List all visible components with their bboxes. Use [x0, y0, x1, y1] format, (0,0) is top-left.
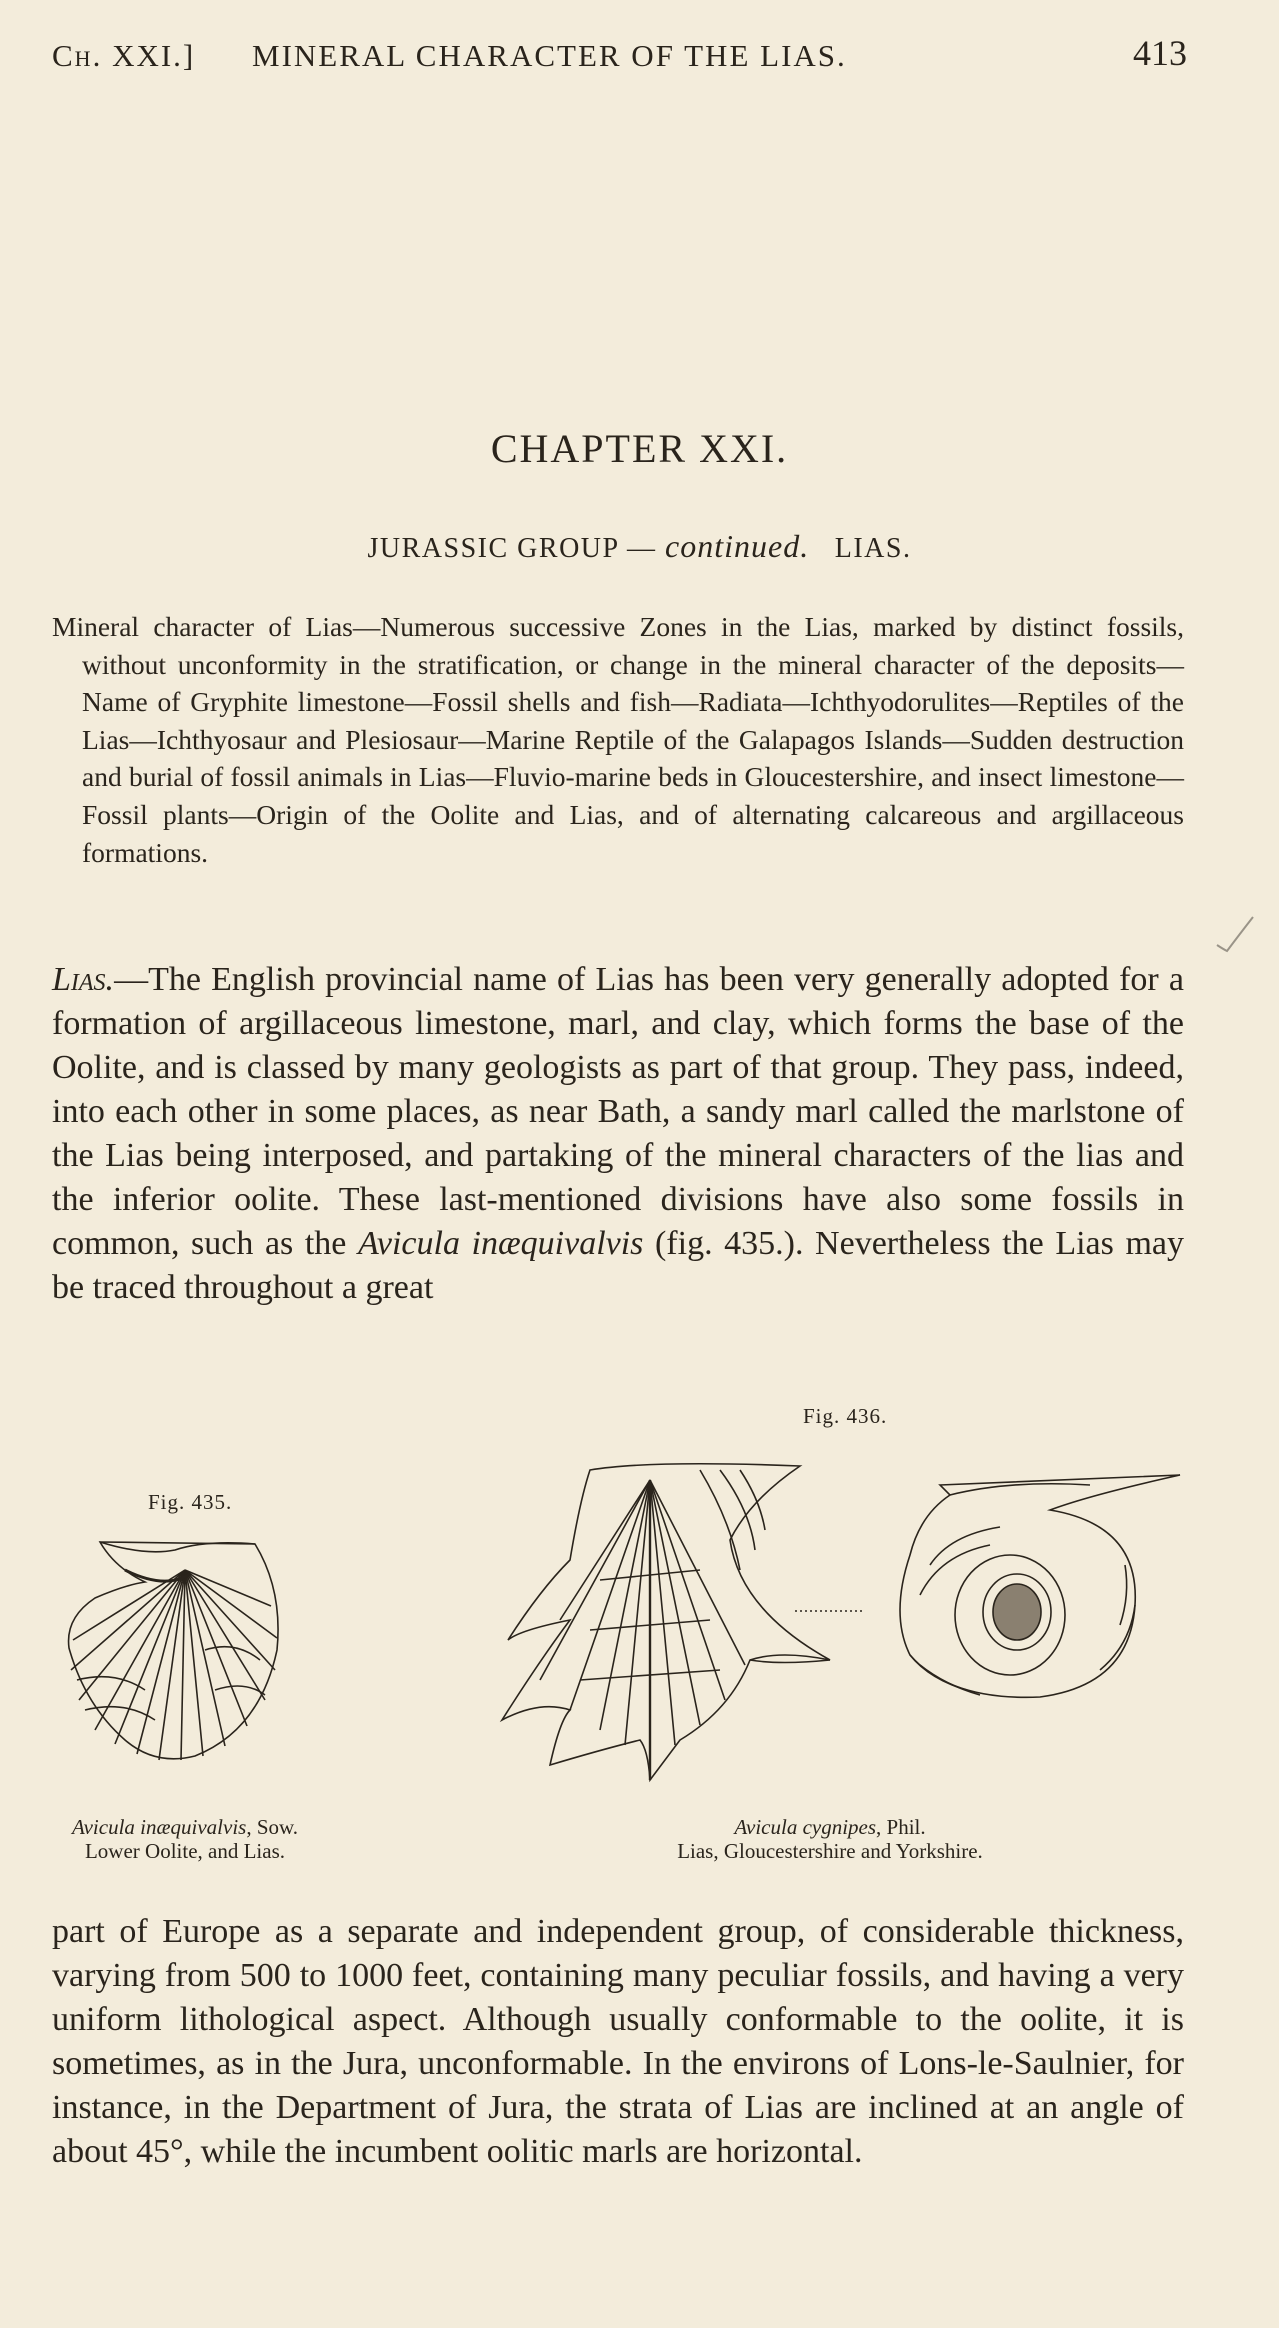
fig-436-locality: Lias, Gloucestershire and Yorkshire. — [677, 1839, 983, 1863]
fig-435-author: , Sow. — [246, 1815, 299, 1839]
chapter-summary — [52, 608, 1184, 871]
fig-436-caption — [600, 1815, 1060, 1863]
fig-435-caption-line1 — [30, 1815, 340, 1839]
running-title: MINERAL CHARACTER OF THE LIAS. — [252, 38, 847, 73]
chapter-reference: Ch. XXI.] — [52, 38, 196, 73]
running-head — [52, 30, 1187, 80]
body-paragraph-1 — [52, 958, 1184, 1358]
fig-435-label: Fig. 435. — [148, 1490, 233, 1514]
fig-436-shell-engraving-left — [500, 1460, 830, 1790]
subtitle-section: LIAS. — [834, 533, 912, 564]
fig-435-species: Avicula inæquivalvis — [71, 1815, 247, 1839]
fig-435-shell-engraving — [55, 1530, 335, 1770]
figures-block — [0, 1390, 1279, 1880]
fig-435-caption — [30, 1815, 340, 1863]
chapter-title: CHAPTER XXI. — [490, 426, 789, 471]
lias-label: Lias. — [52, 961, 115, 998]
body1-species: Avicula inæquivalvis — [357, 1225, 644, 1262]
body-paragraph-2: part of Europe as a separate and independent group, of considerable thickness, varying from 500 to 1000 feet, containing many peculiar fossils, and having a very uniform lithological aspect. Although usually conformable to the oolite, it is sometimes, as in the Jura, unconformable. In the environs of Lons-le-Saulnier, for instance, in the Department of Jura, the strata of Lias are inclined at an angle of about 45°, while the incumbent oolitic marls are horizontal. — [52, 1913, 1184, 2170]
fig-436-author: , Phil. — [876, 1815, 926, 1839]
pencil-tick-mark — [1215, 915, 1255, 955]
subtitle-group: JURASSIC GROUP — — [367, 533, 657, 564]
page-number: 413 — [1133, 33, 1187, 73]
fig-436-species: Avicula cygnipes — [734, 1815, 877, 1839]
fig-436-dotted-connector — [795, 1608, 865, 1614]
chapter-subtitle — [0, 528, 1279, 565]
body1-text-a: —The English provincial name of Lias has been very generally adopted for a formation of argillaceous limestone, marl, and clay, which forms the base of the Oolite, and is classed by many geologists as part of that group. They pass, indeed, into each other in some places, as near Bath, a sandy marl called the marlstone of the Lias being interposed, and partaking of the mineral characters of the lias and the inferior oolite. These last-mentioned divisions have also some fossils in common, such as the — [52, 961, 1184, 1262]
fig-435-locality: Lower Oolite, and Lias. — [84, 1839, 286, 1863]
fig-436-label: Fig. 436. — [803, 1404, 888, 1428]
body1-text-b: (fig. 435.). Nevertheless the Lias may be traced throughout a great — [52, 1225, 1184, 1306]
summary-text: Mineral character of Lias—Numerous successive Zones in the Lias, marked by distinct fossils, without unconformity in the stratification, or change in the mineral character of the deposits—Name of Gryphite limestone—Fossil shells and fish—Radiata—Ichthyodorulites—Reptiles of the Lias—Ichthyosaur and Plesiosaur—Marine Reptile of the Galapagos Islands—Sudden destruction and burial of fossil animals in Lias—Fluvio-marine beds in Gloucestershire, and insect limestone—Fossil plants—Origin of the Oolite and Lias, and of alternating calcareous and argillaceous formations. — [52, 611, 1184, 868]
fig-436-shell-engraving-right — [890, 1465, 1190, 1715]
fig-436-caption-line1 — [600, 1815, 1060, 1839]
subtitle-continued: continued. — [665, 528, 810, 564]
